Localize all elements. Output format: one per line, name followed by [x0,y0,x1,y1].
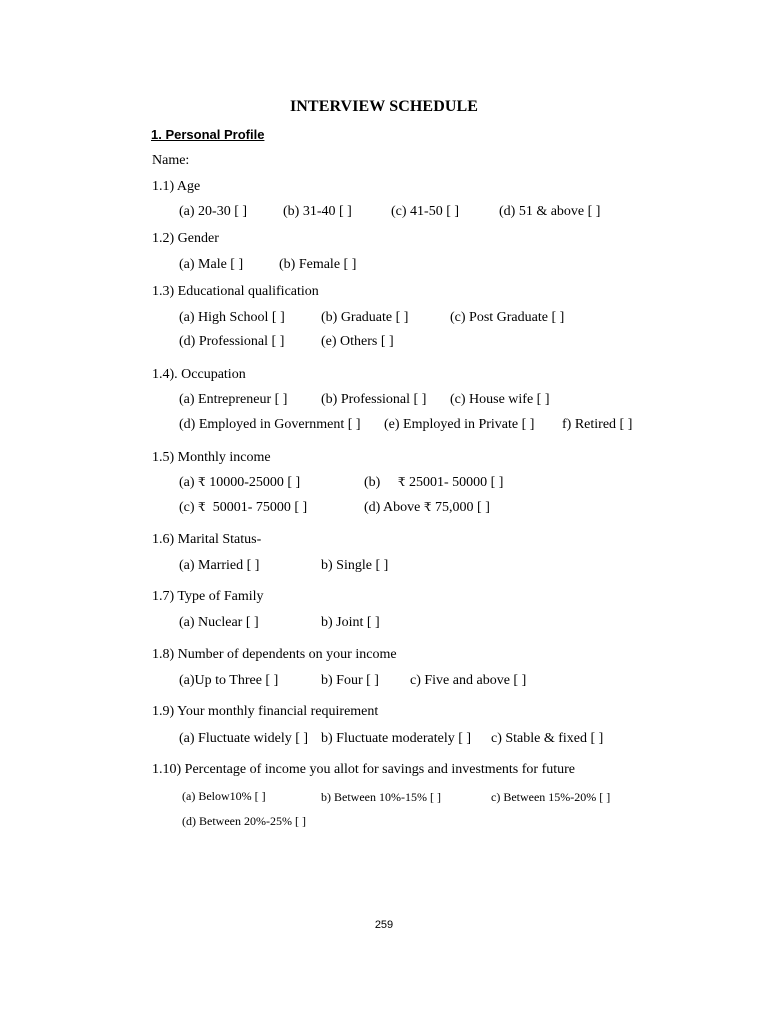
rupee-icon: ₹ [198,475,206,489]
option-education-c: (c) Post Graduate [ ] [450,310,565,325]
option-savings-a: (a) Below10% [ ] [182,789,266,803]
option-prefix: (a) [179,475,195,490]
question-income: 1.5) Monthly income [152,450,271,465]
question-occupation: 1.4). Occupation [152,367,246,382]
option-education-e: (e) Others [ ] [321,334,394,349]
option-marital-b: b) Single [ ] [321,558,389,573]
question-financial-requirement: 1.9) Your monthly financial requirement [152,704,379,719]
option-family-a: (a) Nuclear [ ] [179,615,259,630]
option-dependents-b: b) Four [ ] [321,673,379,688]
option-age-d: (d) 51 & above [ ] [499,204,601,219]
option-age-b: (b) 31-40 [ ] [283,204,352,219]
option-education-a: (a) High School [ ] [179,310,285,325]
page-number: 259 [374,919,394,931]
question-gender: 1.2) Gender [152,231,219,246]
option-occupation-e: (e) Employed in Private [ ] [384,417,535,432]
question-education: 1.3) Educational qualification [152,284,319,299]
question-family-type: 1.7) Type of Family [152,589,264,604]
option-prefix: (c) [179,500,195,515]
option-occupation-b: (b) Professional [ ] [321,392,427,407]
option-text: 25001- 50000 [ ] [408,475,504,490]
rupee-icon: ₹ [198,500,206,514]
option-requirement-a: (a) Fluctuate widely [ ] [179,731,309,746]
rupee-icon: ₹ [423,500,432,514]
option-age-c: (c) 41-50 [ ] [391,204,460,219]
option-text: 50001- 75000 [ ] [212,500,308,515]
option-gender-a: (a) Male [ ] [179,257,244,272]
option-savings-c: c) Between 15%-20% [ ] [491,790,611,804]
question-age: 1.1) Age [152,179,201,194]
option-education-b: (b) Graduate [ ] [321,310,409,325]
name-label: Name: [152,153,190,168]
rupee-icon: ₹ [397,475,406,489]
option-occupation-a: (a) Entrepreneur [ ] [179,392,288,407]
option-age-a: (a) 20-30 [ ] [179,204,248,219]
question-savings-percentage: 1.10) Percentage of income you allot for savings and investments for future [152,762,575,777]
option-prefix: (d) Above [364,500,421,515]
option-prefix: (b) [364,475,381,490]
option-dependents-a: (a)Up to Three [ ] [179,673,279,688]
option-income-c [179,501,307,515]
option-occupation-f: f) Retired [ ] [562,417,633,432]
option-gender-b: (b) Female [ ] [279,257,357,272]
option-income-d [364,501,490,515]
option-requirement-b: b) Fluctuate moderately [ ] [321,731,472,746]
option-savings-b: b) Between 10%-15% [ ] [321,790,441,804]
option-education-d: (d) Professional [ ] [179,334,285,349]
question-marital-status: 1.6) Marital Status- [152,532,262,547]
option-text: 75,000 [ ] [435,500,490,515]
option-requirement-c: c) Stable & fixed [ ] [491,731,604,746]
section-heading: 1. Personal Profile [151,127,265,142]
option-income-b [364,476,503,490]
option-text: 10000-25000 [ ] [209,475,301,490]
option-income-a [179,476,300,490]
option-dependents-c: c) Five and above [ ] [410,673,527,688]
page-title: INTERVIEW SCHEDULE [289,98,479,115]
option-occupation-c: (c) House wife [ ] [450,392,550,407]
option-savings-d: (d) Between 20%-25% [ ] [182,814,306,828]
option-marital-a: (a) Married [ ] [179,558,260,573]
option-occupation-d: (d) Employed in Government [ ] [179,417,361,432]
question-dependents: 1.8) Number of dependents on your income [152,647,397,662]
option-family-b: b) Joint [ ] [321,615,380,630]
